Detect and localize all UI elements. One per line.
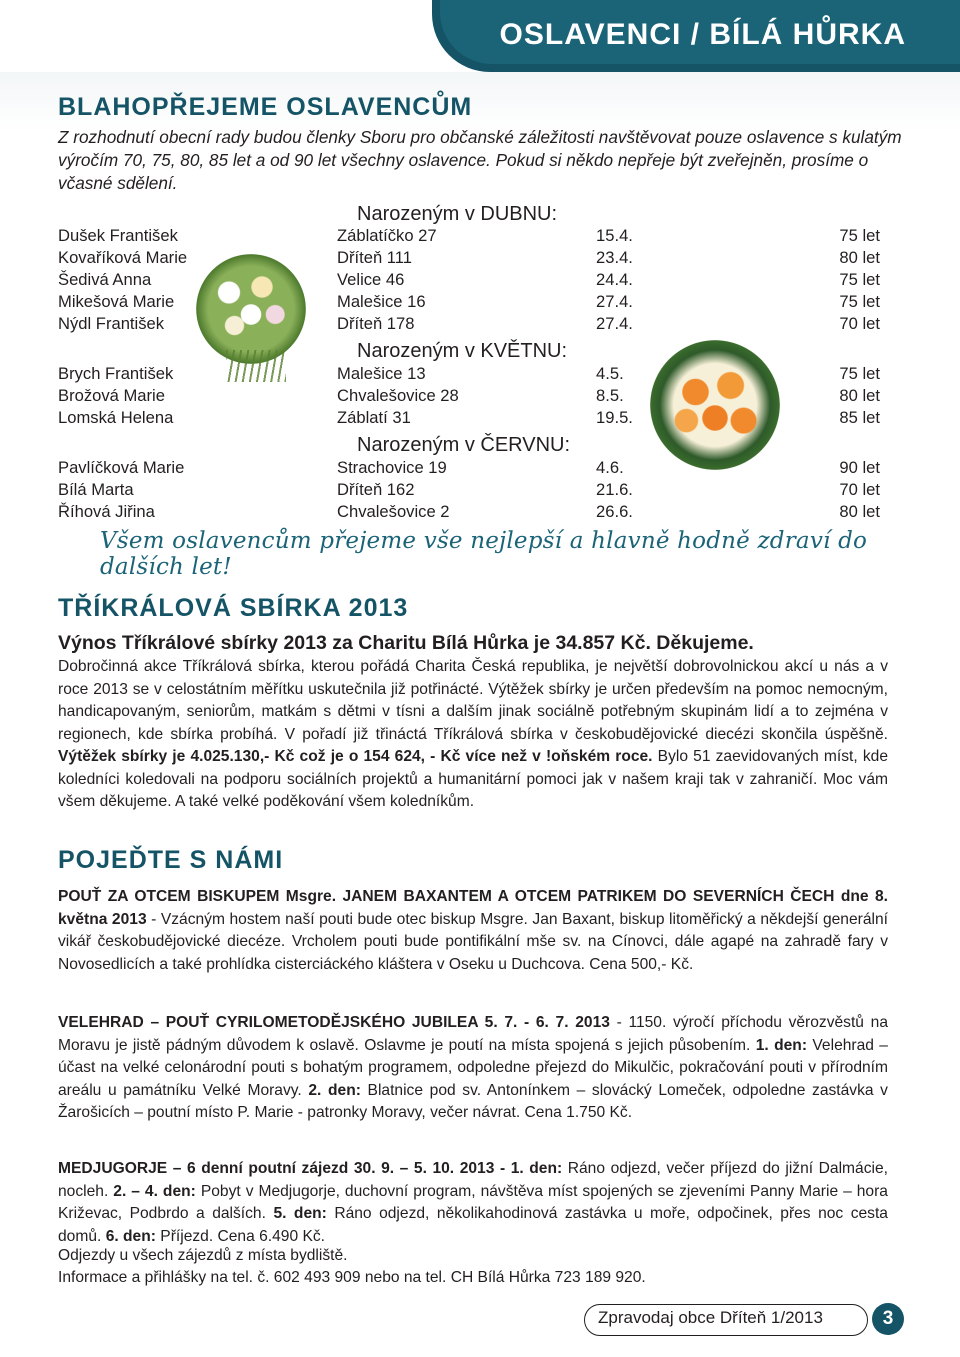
trip-title: MEDJUGORJE – 6 denní poutní zájezd 30. 9. – 5. 10. 2013 - 1. den: [58, 1160, 563, 1177]
trip-medjugorje [58, 1158, 888, 1248]
row-date: 24.4. [596, 270, 633, 289]
table-row [0, 480, 960, 502]
row-address: Malešice 16 [337, 292, 426, 311]
month-heading-may: Narozeným v KVĚTNU: [357, 340, 568, 362]
trip-day-text: Blatnice pod sv. Antonínkem – slovácký Lomeček, odpoledne zastávka v Žarošicích – poutní místo P. Marie - patronky Moravy, večer návrat. Cena 1.750 Kč. [58, 1081, 888, 1121]
row-age: 75 let [839, 364, 880, 383]
row-age: 70 let [839, 480, 880, 499]
trip-day-text: Velehrad – účast na velké celonárodní pouti s bohatým programem, odpoledne přejezd do Mikulčic, pokračování pouti v přírodním areálu u památníku Velké Moravy. [58, 1036, 888, 1099]
row-age: 75 let [839, 226, 880, 245]
trip-day-label: 2. den: [308, 1081, 361, 1099]
row-date: 8.5. [596, 386, 624, 405]
collection-paragraph [58, 656, 888, 814]
trip-day-text: Ráno odjezd, večer příjezd do jižní Dalmácie, nocleh. [58, 1160, 888, 1200]
footer-publication: Zpravodaj obce Dříteň 1/2013 [598, 1308, 823, 1327]
table-row [0, 364, 960, 386]
row-address: Dříteň 162 [337, 480, 415, 499]
trip-day-text: Ráno odjezd, několikahodinová zastávka u moře, odpočinek, přes noc cesta domů. [58, 1205, 888, 1245]
birthday-wish: Všem oslavencům přejeme vše nejlepší a hlavně hodně zdraví do dalších let! [100, 528, 868, 580]
row-name: Kovaříková Marie [58, 248, 188, 267]
row-name: Lomská Helena [58, 408, 174, 427]
row-age: 80 let [839, 502, 880, 521]
row-age: 70 let [839, 314, 880, 333]
page-header-title: OSLAVENCI / BÍLÁ HŮRKA [499, 18, 906, 51]
row-address: Velice 46 [337, 270, 405, 289]
trip-title: POUŤ ZA OTCEM BISKUPEM Msgre. JANEM BAXANTEM A OTCEM PATRIKEM DO SEVERNÍCH ČECH dne 8. května 2013 [58, 888, 888, 928]
row-age: 90 let [839, 458, 880, 477]
table-row [0, 270, 960, 292]
row-name: Brych František [58, 364, 174, 383]
row-date: 21.6. [596, 480, 633, 499]
row-name: Mikešová Marie [58, 292, 175, 311]
row-address: Malešice 13 [337, 364, 426, 383]
table-row [0, 386, 960, 408]
row-date: 4.6. [596, 458, 624, 477]
collection-text: Dobročinná akce Tříkrálová sbírka, kterou pořádá Charita Česká republika, je největší dobrovolnickou akcí u nás a v roce 2013 se v celostátním měřítku uskutečnila již potřinácté. Výtěžek sbírky je určen především na pomoc nemocným, handicapovaným, seniorům, matkám s dětmi v tísni a dalším jinak sociálně potřebným skupinám lidí a to zejména v regionech, kde sbírka probíhá. V pořadí již třináctá Tříkrálová sbírka v českobudějovické diecézi skončila úspěšně. [58, 658, 888, 743]
row-address: Chvalešovice 2 [337, 502, 450, 521]
row-age: 75 let [839, 270, 880, 289]
month-heading-june: Narozeným v ČERVNU: [357, 434, 571, 456]
section-title-collection: TŘÍKRÁLOVÁ SBÍRKA 2013 [58, 594, 409, 622]
month-heading-april: Narozeným v DUBNU: [357, 203, 558, 225]
table-row [0, 226, 960, 248]
row-age: 75 let [839, 292, 880, 311]
trip-day-label: 5. den: [273, 1205, 327, 1222]
trip-title: VELEHRAD – POUŤ CYRILOMETODĚJSKÉHO JUBILEA 5. 7. - 6. 7. 2013 [58, 1014, 610, 1031]
row-name: Brožová Marie [58, 386, 165, 405]
row-date: 19.5. [596, 408, 633, 427]
row-address: Chvalešovice 28 [337, 386, 459, 405]
trip-description: - 1150. výročí příchodu věrozvěstů na Moravu je jistě pádným důvodem k oslavě. Oslavme je poutí na místa spojená s jejich působením. [58, 1014, 888, 1054]
table-row [0, 408, 960, 430]
trip-pilgrimage-north [58, 886, 888, 976]
trip-contact-info: Informace a přihlášky na tel. č. 602 493 909 nebo na tel. CH Bílá Hůrka 723 189 920. [58, 1269, 646, 1286]
collection-highlight: Výtěžek sbírky je 4.025.130,- Kč což je o 154 624, - Kč více než v !oňském roce. [58, 748, 653, 765]
row-address: Záblatíčko 27 [337, 226, 437, 245]
trip-description: - Vzácným hostem naší pouti bude otec biskup Msgre. Jan Baxant, biskup litoměřický a někdejší generální vikář českobudějovické diecéze. Vrcholem pouti bude pontifikální mše sv. na Cínovci, dále agapé na zahradě fary v Novosedlicích a také prohlídka cisterciáckého kláštera v Oseku u Duchcova. Cena 500,- Kč. [58, 910, 888, 973]
table-row [0, 502, 960, 524]
row-name: Šedivá Anna [58, 270, 152, 289]
trip-day-label: 1. den: [755, 1036, 808, 1054]
trip-day-text: Příjezd. Cena 6.490 Kč. [160, 1227, 325, 1245]
collection-text-end: Bylo 51 zaevidovaných míst, kde koledníci koledovali na podporu sociálních projektů a humanitární pomoci jak v našem kraji tak v zahraničí. Moc vám všem děkujeme. A také velké poděkování všem koledníkům. [58, 748, 888, 810]
row-date: 27.4. [596, 292, 633, 311]
birthdays-intro: Z rozhodnutí obecní rady budou členky Sboru pro občanské záležitosti navštěvovat pouze oslavence s kulatým výročím 70, 75, 80, 85 let a od 90 let všechny oslavence. Pokud si někdo nepřeje být zveřejněn, prosíme o včasné sdělení. [58, 127, 902, 193]
row-age: 80 let [839, 248, 880, 267]
section-title-trips: POJEĎTE S NÁMI [58, 846, 284, 874]
trip-velehrad [58, 1012, 888, 1125]
page-number: 3 [872, 1303, 904, 1335]
table-row [0, 292, 960, 314]
row-name: Říhová Jiřina [58, 502, 155, 521]
row-date: 23.4. [596, 248, 633, 267]
table-row [0, 248, 960, 270]
section-title-birthdays: BLAHOPŘEJEME OSLAVENCŮM [58, 93, 473, 121]
row-address: Dříteň 178 [337, 314, 415, 333]
row-address: Záblatí 31 [337, 408, 411, 427]
trip-departures: Odjezdy u všech zájezdů z místa bydliště. [58, 1247, 348, 1264]
table-row [0, 458, 960, 480]
collection-result: Výnos Tříkrálové sbírky 2013 za Charitu Bílá Hůrka je 34.857 Kč. Děkujeme. [58, 632, 754, 654]
row-date: 4.5. [596, 364, 624, 383]
row-name: Pavlíčková Marie [58, 458, 185, 477]
row-date: 15.4. [596, 226, 633, 245]
row-address: Strachovice 19 [337, 458, 447, 477]
row-address: Dříteň 111 [337, 248, 413, 267]
trip-day-label: 6. den: [105, 1227, 156, 1245]
row-date: 27.4. [596, 314, 633, 333]
table-row [0, 314, 960, 336]
row-age: 85 let [839, 408, 880, 427]
row-date: 26.6. [596, 502, 633, 521]
row-name: Bílá Marta [58, 480, 134, 499]
row-name: Dušek František [58, 226, 178, 245]
trip-day-text: Pobyt v Medjugorje, duchovní program, návštěva míst spojených se zjeveními Panny Marie – hora Križevac, Podbrdo a dalších. [58, 1182, 888, 1222]
trip-day-label: 2. – 4. den: [113, 1182, 196, 1200]
row-age: 80 let [839, 386, 880, 405]
row-name: Nýdl František [58, 314, 165, 333]
